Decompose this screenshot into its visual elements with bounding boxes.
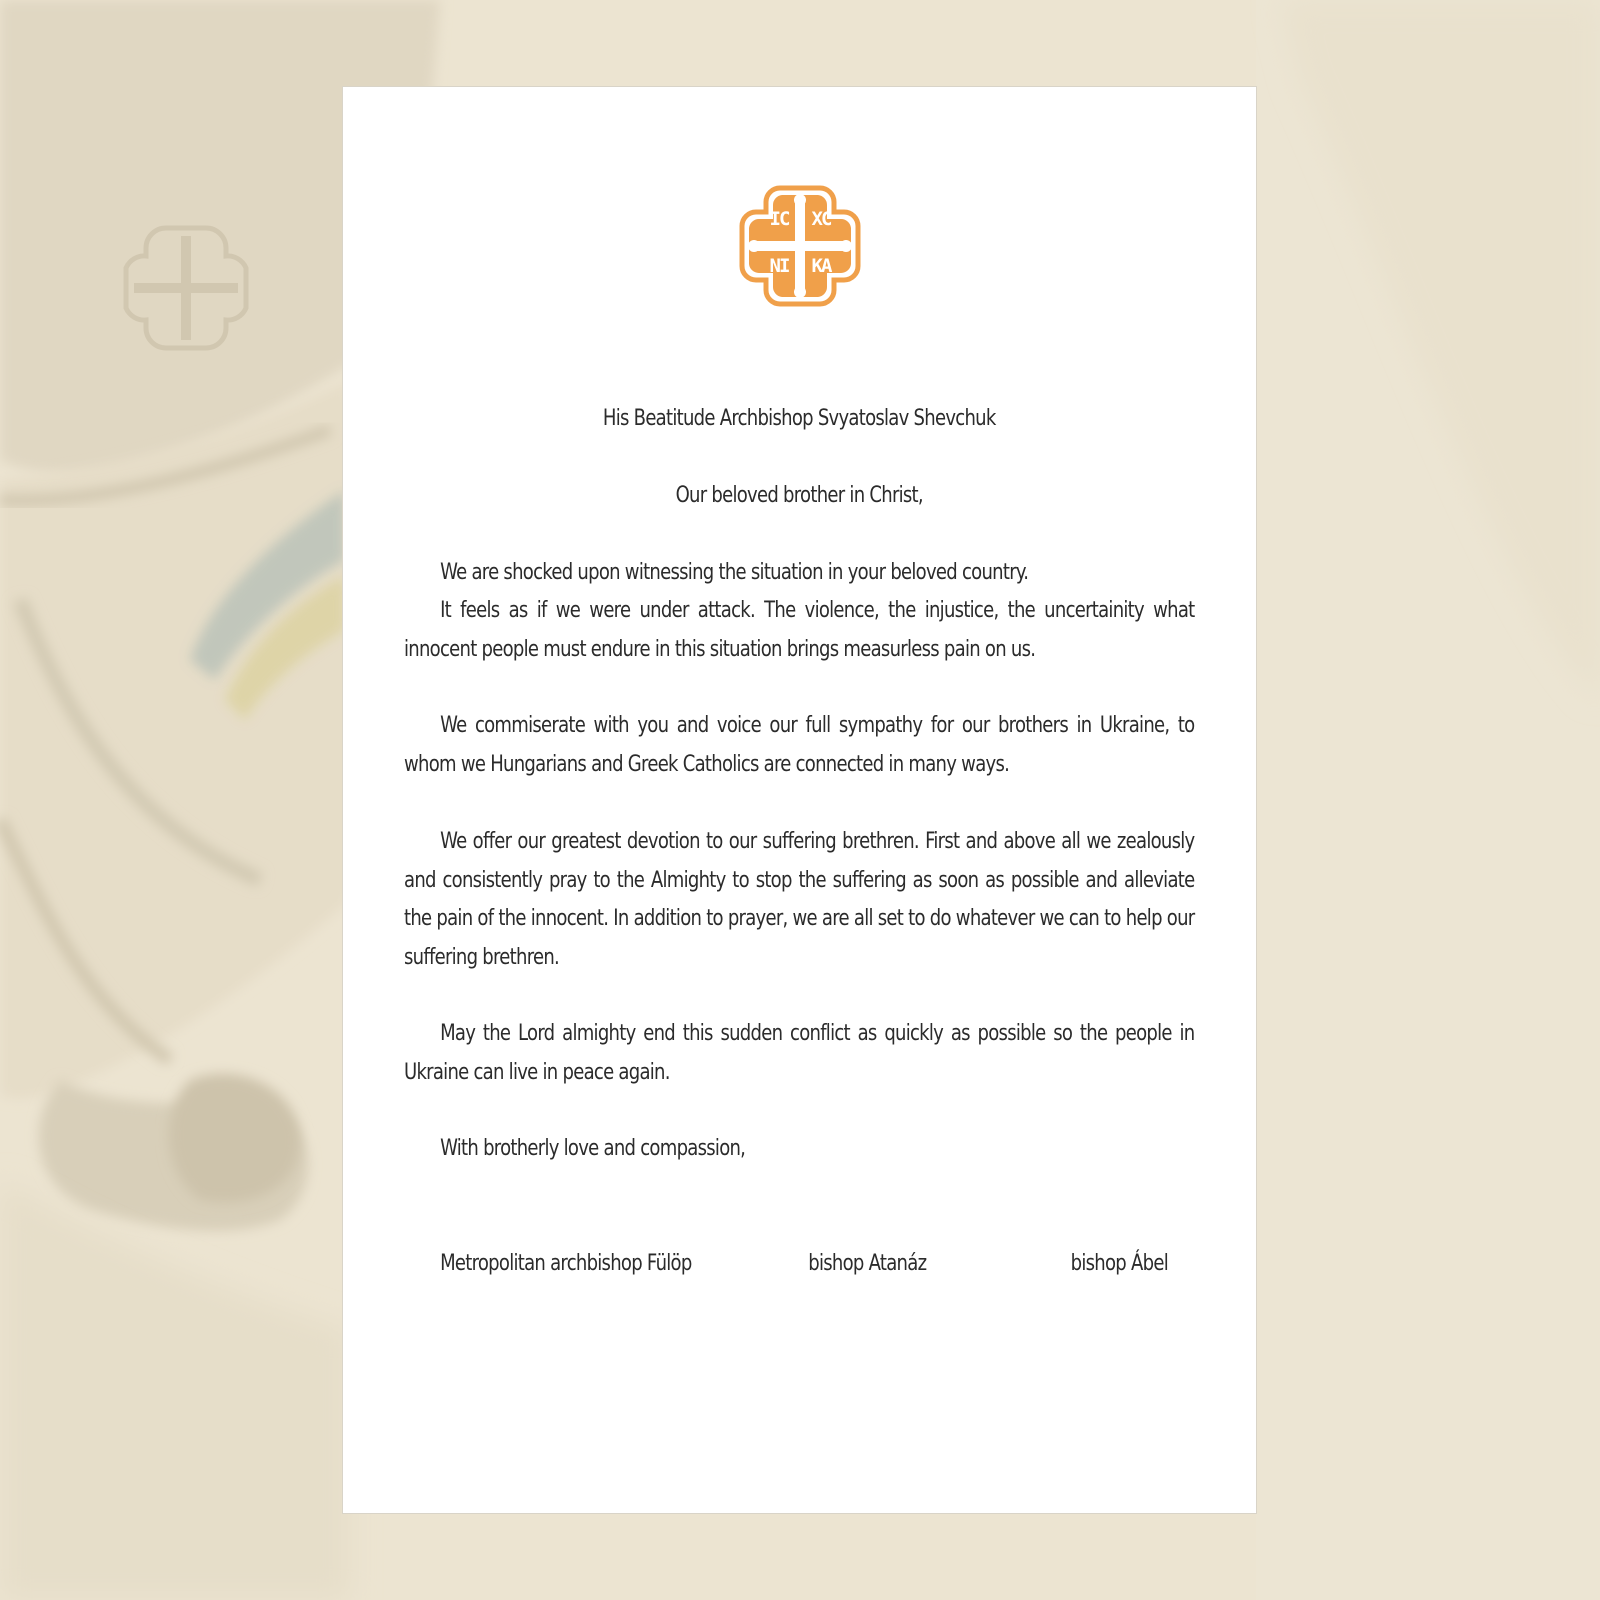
signature-abel: bishop Ábel bbox=[1070, 1251, 1168, 1276]
paragraph-2: It feels as if we were under attack. The violence, the injustice, the uncertainity what innocent people must endure in this situation brings measurless pain on us. bbox=[404, 598, 1195, 662]
logo-letter-ic: IC bbox=[769, 208, 789, 230]
watermark-cross-icon bbox=[126, 228, 246, 348]
paragraph-4: We offer our greatest devotion to our suffering brethren. First and above all we zealously and consistently pray to the Almighty to stop the suffering as soon as possible and alleviate the pain of the innocent. In addition to prayer, we are all set to do whatever we can to help our suffering brethren. bbox=[404, 829, 1195, 970]
recipient-line: His Beatitude Archbishop Svyatoslav Shevchuk bbox=[602, 406, 996, 431]
logo-letter-ni: NI bbox=[769, 255, 789, 277]
paragraph-1: We are shocked upon witnessing the situation in your beloved country. bbox=[440, 560, 1029, 585]
closing-line: With brotherly love and compassion, bbox=[440, 1136, 746, 1161]
logo-letter-ka: KA bbox=[811, 255, 831, 277]
paragraph-3: We commiserate with you and voice our full sympathy for our brothers in Ukraine, to whom we Hungarians and Greek Catholics are connected in many ways. bbox=[404, 713, 1195, 777]
signature-fulop: Metropolitan archbishop Fülöp bbox=[440, 1251, 692, 1276]
signature-atanaz: bishop Atanáz bbox=[808, 1251, 927, 1276]
logo-letter-xc: XC bbox=[811, 208, 831, 230]
salutation-line: Our beloved brother in Christ, bbox=[675, 483, 923, 508]
letter-body bbox=[404, 87, 1195, 1513]
paragraph-5: May the Lord almighty end this sudden conflict as quickly as possible so the people in Ukraine can live in peace again. bbox=[404, 1021, 1195, 1085]
letter-page bbox=[343, 87, 1256, 1513]
